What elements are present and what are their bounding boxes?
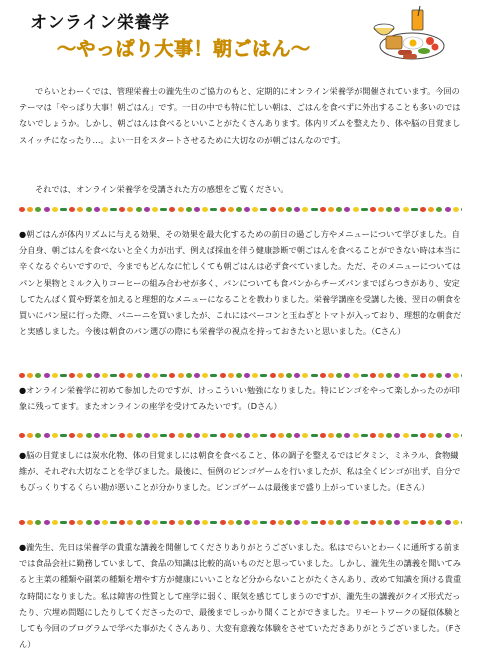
vegetable-dot: [394, 373, 400, 378]
vegetable-dot: [127, 373, 133, 378]
vegetable-dot: [202, 373, 208, 378]
vegetable-dot: [461, 374, 462, 377]
comment-c: ●朝ごはんが体内リズムに与える効果、その効果を最大化するための前日の過ごし方やメニューについて学びました。自分自身、朝ごはんを食べないと全く力が出ず、例えば採血を伴う健康診断で朝ごはんを食べることができない時は本当に辛くなるぐらいですので、今までもどんなに忙しくても朝ごはんは必ず食べていました。ただ、そのメニューについてはパンと果物とミルク入りコーヒーの組み合わせが多く、パンについても食パンからチーズパンまでばらつきがあり、安定してたんぱく質や野菜を加えると理想的なメニューになることを教わりました。栄養学講座を受講した後、翌日の朝食を買いにパン屋に行った際、パニーニを買いましたが、これにはベーコンと玉ねぎとトマトが入っており、理想的な朝食だと実感しました。今後は朝食のパン選びの際にも栄養学の視点を持っておきたいと思いました。（Cさん）: [19, 229, 462, 337]
vegetable-dot: [27, 433, 33, 438]
vegetable-dot: [228, 373, 234, 378]
vegetable-dot: [411, 521, 418, 524]
vegetable-dot: [328, 520, 334, 525]
vegetable-dot: [35, 433, 41, 438]
vegetable-dot: [77, 373, 83, 378]
vegetable-dot: [186, 520, 192, 525]
vegetable-dot: [169, 433, 175, 438]
vegetable-dot: [27, 520, 33, 525]
vegetable-dot: [69, 520, 75, 525]
vegetable-dot: [194, 520, 200, 525]
vegetable-dot: [428, 373, 434, 378]
vegetable-dot: [378, 373, 384, 378]
vegetable-dot: [411, 434, 418, 437]
vegetable-dot: [270, 373, 276, 378]
vegetable-dot: [160, 434, 167, 437]
vegetable-dot: [110, 208, 117, 211]
vegetable-dot: [286, 207, 292, 212]
vegetable-dot: [394, 207, 400, 212]
vegetable-dot: [386, 373, 392, 378]
vegetable-dot: [336, 373, 342, 378]
vegetable-dot: [102, 433, 108, 438]
vegetable-dot: [294, 373, 300, 378]
vegetable-dot: [294, 433, 300, 438]
vegetable-dot: [52, 520, 58, 525]
vegetable-dot: [86, 373, 92, 378]
vegetable-dot: [119, 373, 125, 378]
vegetable-dot: [294, 207, 300, 212]
vegetable-dot: [27, 373, 33, 378]
vegetable-dot: [420, 520, 426, 525]
vegetable-dot: [320, 207, 326, 212]
vegetable-dot: [119, 520, 125, 525]
vegetable-dot: [244, 373, 250, 378]
vegetable-dot: [461, 521, 462, 524]
vegetable-dot: [411, 374, 418, 377]
vegetable-dot: [144, 520, 150, 525]
vegetable-dot: [386, 433, 392, 438]
vegetable-dot: [220, 373, 226, 378]
vegetable-dot: [311, 374, 318, 377]
vegetable-dot: [252, 433, 258, 438]
vegetable-dot: [436, 207, 442, 212]
vegetable-dot: [403, 433, 409, 438]
vegetable-dot: [361, 374, 368, 377]
vegetable-dot: [236, 373, 242, 378]
vegetable-dot: [344, 520, 350, 525]
vegetable-dot: [186, 373, 192, 378]
comment-e: ●脳の目覚ましには炭水化物、体の目覚ましには朝食を食べること、体の調子を整えるではビタミン、ミネラル、食物繊維が、それぞれ大切なことを学びました。最後に、恒例のビンゴゲームを行いましたが、私は全くビンゴが出ず、自分でもびっくりするくらい勘が悪いことが分かりました。ビンゴゲームは最後まで盛り上がっていました。（Eさん）: [19, 450, 461, 493]
vegetable-dot: [320, 520, 326, 525]
vegetable-dot: [320, 373, 326, 378]
vegetable-dot: [286, 433, 292, 438]
vegetable-dot: [144, 433, 150, 438]
vegetable-dot: [420, 207, 426, 212]
vegetable-dot: [178, 520, 184, 525]
vegetable-dot: [260, 434, 267, 437]
vegetable-dot: [102, 373, 108, 378]
vegetable-dot: [260, 208, 267, 211]
page-subtitle: ～やっぱり大事！朝ごはん～: [57, 38, 311, 60]
vegetable-dot: [220, 207, 226, 212]
vegetable-dot: [136, 433, 142, 438]
vegetable-dot: [169, 207, 175, 212]
vegetable-dot: [60, 434, 67, 437]
vegetable-dot: [35, 373, 41, 378]
vegetable-dot: [136, 520, 142, 525]
vegetable-dot: [228, 433, 234, 438]
vegetable-dot: [220, 433, 226, 438]
vegetable-dot: [361, 434, 368, 437]
vegetable-dot: [202, 207, 208, 212]
vegetable-dot: [394, 433, 400, 438]
intro-lead: それでは、オンライン栄養学を受講された方の感想をご覧ください。: [35, 184, 289, 194]
vegetable-dot: [461, 434, 462, 437]
vegetable-dot: [286, 520, 292, 525]
vegetable-dot: [210, 374, 217, 377]
vegetable-dot: [252, 373, 258, 378]
vegetable-dot: [202, 433, 208, 438]
vegetable-dot: [35, 207, 41, 212]
vegetable-dot: [69, 207, 75, 212]
vegetable-dot: [160, 208, 167, 211]
vegetable-dot: [19, 373, 25, 378]
vegetable-dot: [311, 521, 318, 524]
vegetable-dot: [344, 373, 350, 378]
vegetable-dot: [336, 433, 342, 438]
vegetable-dot: [344, 207, 350, 212]
vegetable-dot: [386, 520, 392, 525]
vegetable-dot: [353, 207, 359, 212]
vegetable-dot: [244, 207, 250, 212]
vegetable-dot: [445, 373, 451, 378]
vegetable-dot: [370, 207, 376, 212]
vegetable-dot: [228, 207, 234, 212]
vegetable-dot: [202, 520, 208, 525]
vegetable-dot: [228, 520, 234, 525]
vegetable-dot: [35, 520, 41, 525]
vegetable-dot: [169, 520, 175, 525]
breakfast-plate-icon: [368, 6, 448, 62]
vegetable-dot: [44, 433, 50, 438]
vegetable-dot: [144, 207, 150, 212]
vegetable-dot: [236, 207, 242, 212]
vegetable-dot: [302, 207, 308, 212]
vegetable-dot: [370, 373, 376, 378]
vegetable-dot: [152, 433, 158, 438]
vegetable-dot: [353, 373, 359, 378]
vegetable-dot: [445, 433, 451, 438]
vegetable-dot: [278, 207, 284, 212]
vegetable-dot: [94, 207, 100, 212]
vegetable-dot: [52, 433, 58, 438]
vegetable-dot: [461, 208, 462, 211]
vegetable-dot: [19, 207, 25, 212]
vegetable-dot: [44, 520, 50, 525]
vegetable-dot: [370, 433, 376, 438]
vegetable-dot: [445, 520, 451, 525]
vegetable-dot: [436, 373, 442, 378]
vegetable-dot: [169, 373, 175, 378]
vegetable-dot: [27, 207, 33, 212]
vegetable-dot: [328, 207, 334, 212]
vegetable-dot: [69, 373, 75, 378]
vegetable-dot: [60, 521, 67, 524]
vegetable-dot: [278, 373, 284, 378]
vegetable-dot: [252, 207, 258, 212]
vegetable-dot: [386, 207, 392, 212]
vegetable-dot: [361, 208, 368, 211]
vegetable-dot: [186, 207, 192, 212]
vegetable-dot: [110, 434, 117, 437]
vegetable-dot: [60, 208, 67, 211]
vegetable-dot: [152, 373, 158, 378]
vegetable-dot: [260, 374, 267, 377]
vegetable-dot: [344, 433, 350, 438]
vegetable-dot: [69, 433, 75, 438]
vegetable-dot: [194, 373, 200, 378]
vegetable-dot: [60, 374, 67, 377]
vegetable-dot: [160, 521, 167, 524]
vegetable-dot: [102, 520, 108, 525]
vegetable-border-icon: [19, 371, 462, 379]
vegetable-dot: [302, 520, 308, 525]
vegetable-dot: [119, 207, 125, 212]
vegetable-dot: [270, 520, 276, 525]
vegetable-dot: [420, 373, 426, 378]
vegetable-dot: [311, 434, 318, 437]
vegetable-dot: [411, 208, 418, 211]
intro-paragraph: でらいとわーくでは、管理栄養士の瀧先生のご協力のもと、定期的にオンライン栄養学が開催されています。今回のテーマは「やっぱり大事！朝ごはん」です。一日の中でも特に忙しい朝は、ごはんを食べずに外出することも多いのではないでしょうか。しかし、朝ごはんは食べるといいことがたくさんあります。体内リズムを整えたり、体や脳の目覚ましスイッチになったり…。よい一日をスタートさせるために大切なのが朝ごはんなのです。: [19, 86, 461, 145]
vegetable-dot: [453, 520, 459, 525]
vegetable-dot: [453, 433, 459, 438]
vegetable-dot: [77, 433, 83, 438]
vegetable-dot: [294, 520, 300, 525]
vegetable-dot: [378, 520, 384, 525]
vegetable-dot: [278, 520, 284, 525]
vegetable-dot: [302, 433, 308, 438]
vegetable-border-icon: [19, 205, 462, 213]
page-title: オンライン栄養学: [30, 13, 170, 33]
vegetable-dot: [178, 207, 184, 212]
vegetable-dot: [311, 208, 318, 211]
vegetable-dot: [260, 521, 267, 524]
vegetable-dot: [328, 373, 334, 378]
vegetable-dot: [353, 433, 359, 438]
vegetable-dot: [210, 521, 217, 524]
vegetable-dot: [178, 433, 184, 438]
vegetable-dot: [336, 207, 342, 212]
vegetable-dot: [445, 207, 451, 212]
vegetable-dot: [127, 520, 133, 525]
vegetable-dot: [178, 373, 184, 378]
vegetable-dot: [436, 520, 442, 525]
vegetable-dot: [94, 373, 100, 378]
vegetable-dot: [252, 520, 258, 525]
vegetable-dot: [110, 521, 117, 524]
comment-f: ●瀧先生、先日は栄養学の貴重な講義を開催してくださりありがとうございました。私はでらいとわーくに通所する前までは食品会社に勤務していまして、食品の知識は比較的高いものだと思っていました。しかし、瀧先生の講義を聞いてみると主菜の種類や副菜の種類を増やす方が健康にいいことなど分からないことがたくさんあり、改めて知識を頂ける貴重な時間になりました。私は障害の性質として座学に弱く、眠気を感じてしまうのですが、瀧先生の講義がクイズ形式だったり、穴埋め問題にしたりしてくださったので、最後までしっかり聞くことができました。リモートワークの疑似体験としても今回のプログラムで学べた事がたくさんあり、大変有意義な体験をさせていただきありがとうございました。（Fさん）: [19, 542, 462, 650]
vegetable-dot: [94, 520, 100, 525]
vegetable-border-icon: [19, 431, 462, 439]
comment-d: ●オンライン栄養学に初めて参加したのですが、けっこういい勉強になりました。特にビンゴをやって楽しかったのが印象に残ってます。またオンラインの座学を受けてみたいです。（Dさん）: [19, 385, 460, 412]
vegetable-dot: [119, 433, 125, 438]
vegetable-dot: [428, 520, 434, 525]
vegetable-border-icon: [19, 518, 462, 526]
vegetable-dot: [86, 207, 92, 212]
vegetable-dot: [19, 433, 25, 438]
vegetable-dot: [86, 520, 92, 525]
vegetable-dot: [361, 521, 368, 524]
vegetable-dot: [370, 520, 376, 525]
vegetable-dot: [378, 433, 384, 438]
vegetable-dot: [52, 373, 58, 378]
vegetable-dot: [102, 207, 108, 212]
vegetable-dot: [110, 374, 117, 377]
vegetable-dot: [394, 520, 400, 525]
vegetable-dot: [144, 373, 150, 378]
vegetable-dot: [428, 207, 434, 212]
header: [0, 0, 481, 64]
vegetable-dot: [403, 373, 409, 378]
vegetable-dot: [77, 520, 83, 525]
vegetable-dot: [127, 207, 133, 212]
vegetable-dot: [19, 520, 25, 525]
vegetable-dot: [320, 433, 326, 438]
vegetable-dot: [77, 207, 83, 212]
vegetable-dot: [378, 207, 384, 212]
vegetable-dot: [86, 433, 92, 438]
vegetable-dot: [244, 520, 250, 525]
vegetable-dot: [286, 373, 292, 378]
vegetable-dot: [236, 520, 242, 525]
vegetable-dot: [453, 207, 459, 212]
vegetable-dot: [453, 373, 459, 378]
vegetable-dot: [44, 207, 50, 212]
vegetable-dot: [186, 433, 192, 438]
vegetable-dot: [403, 520, 409, 525]
vegetable-dot: [194, 207, 200, 212]
vegetable-dot: [302, 373, 308, 378]
vegetable-dot: [152, 520, 158, 525]
vegetable-dot: [220, 520, 226, 525]
vegetable-dot: [127, 433, 133, 438]
vegetable-dot: [210, 434, 217, 437]
vegetable-dot: [328, 433, 334, 438]
vegetable-dot: [236, 433, 242, 438]
vegetable-dot: [244, 433, 250, 438]
vegetable-dot: [428, 433, 434, 438]
vegetable-dot: [160, 374, 167, 377]
vegetable-dot: [152, 207, 158, 212]
vegetable-dot: [194, 433, 200, 438]
vegetable-dot: [420, 433, 426, 438]
vegetable-dot: [436, 433, 442, 438]
vegetable-dot: [403, 207, 409, 212]
vegetable-dot: [336, 520, 342, 525]
vegetable-dot: [270, 433, 276, 438]
vegetable-dot: [94, 433, 100, 438]
vegetable-dot: [270, 207, 276, 212]
vegetable-dot: [210, 208, 217, 211]
vegetable-dot: [278, 433, 284, 438]
vegetable-dot: [136, 207, 142, 212]
vegetable-dot: [44, 373, 50, 378]
vegetable-dot: [353, 520, 359, 525]
vegetable-dot: [52, 207, 58, 212]
vegetable-dot: [136, 373, 142, 378]
